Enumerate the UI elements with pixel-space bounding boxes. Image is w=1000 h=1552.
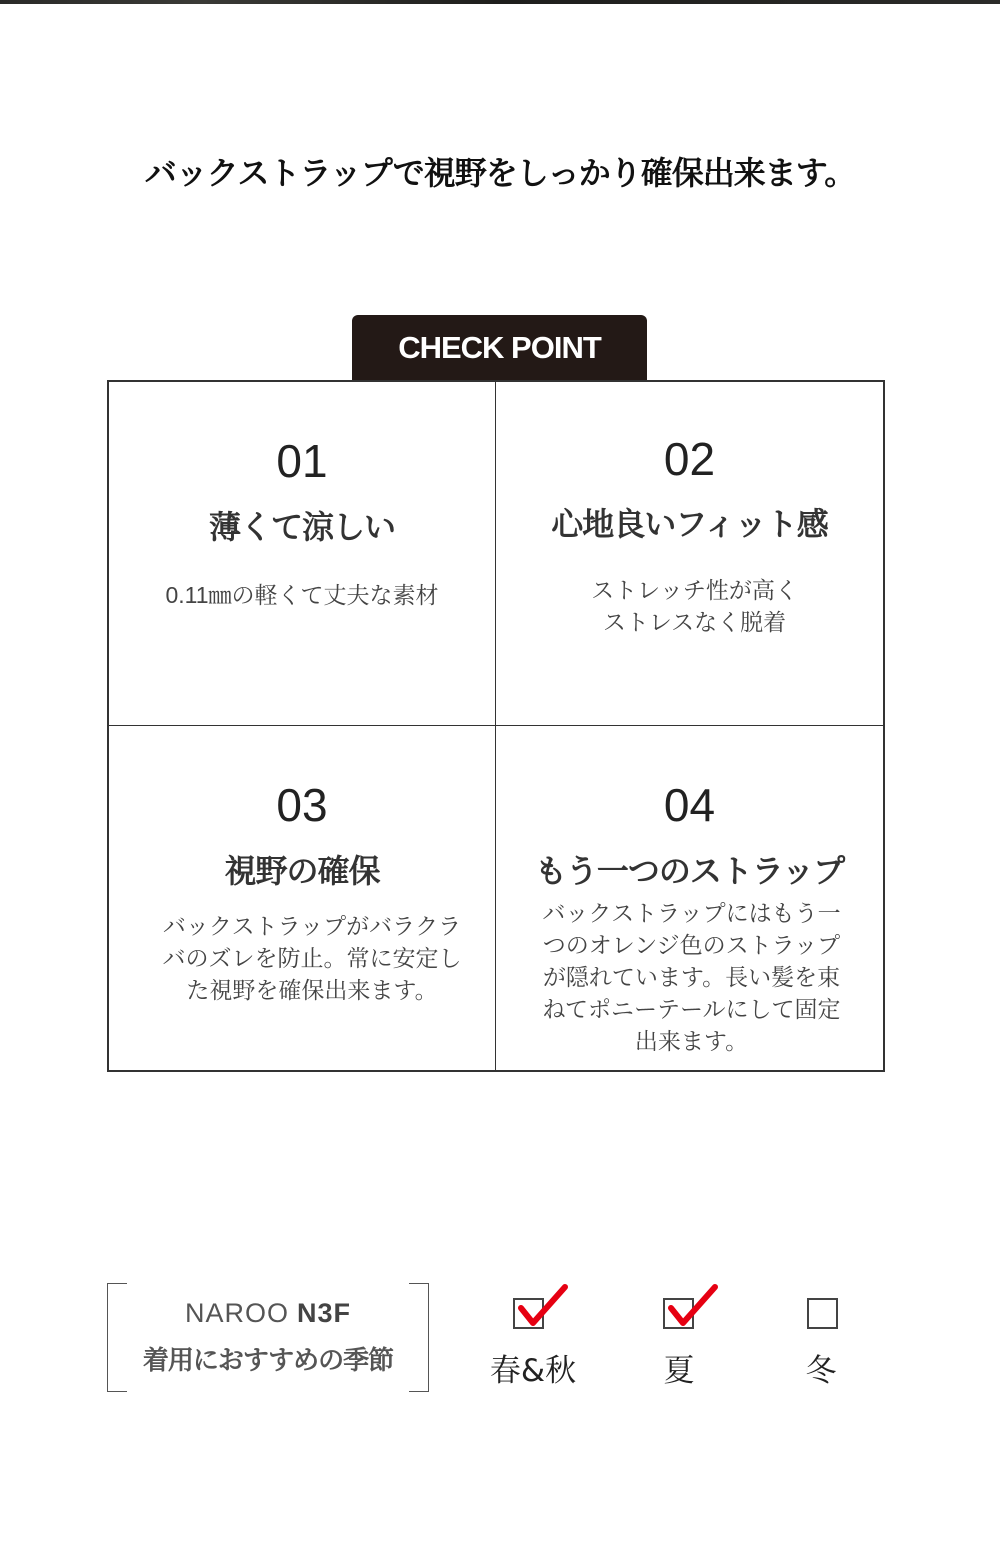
season-checkbox <box>807 1298 838 1329</box>
point-description: 0.11㎜の軽くて丈夫な素材 <box>165 582 439 608</box>
point-title: 薄くて涼しい <box>208 508 395 546</box>
point-number: 01 <box>276 435 328 487</box>
season-spring-autumn <box>473 1283 593 1393</box>
check-point-cell-02 <box>496 382 883 726</box>
point-description: バックストラップにはもう一つのオレンジ色のストラップが隠れています。長い髪を束ねてポニーテールにして固定出来ます。 <box>542 901 841 1055</box>
brand-line <box>107 1298 429 1329</box>
point-title: 心地良いフィット感 <box>551 505 828 543</box>
season-winter <box>761 1283 881 1393</box>
point-description: バックストラップがバラクラバのズレを防止。常に安定した視野を確保出来ます。 <box>162 914 462 1004</box>
top-image-edge <box>0 0 1000 4</box>
red-check-icon <box>513 1283 573 1333</box>
point-number: 04 <box>663 779 716 831</box>
brand-name: NAROO <box>184 1298 289 1328</box>
season-summer <box>619 1283 739 1393</box>
season-label: 冬 <box>805 1353 837 1389</box>
model-name: N3F <box>297 1298 352 1328</box>
season-label: 春&秋 <box>489 1353 577 1389</box>
season-caption: 着用におすすめの季節 <box>142 1346 394 1376</box>
point-title: もう一つのストラップ <box>534 852 845 890</box>
headline: バックストラップで視野をしっかり確保出来ます。 <box>144 154 856 192</box>
season-label: 夏 <box>663 1353 695 1389</box>
check-point-cell-04 <box>496 726 883 1070</box>
red-check-icon <box>663 1283 723 1333</box>
point-title: 視野の確保 <box>224 852 380 890</box>
check-point-cell-01 <box>109 382 496 726</box>
check-point-grid <box>107 380 885 1072</box>
point-number: 02 <box>663 433 716 485</box>
recommended-season-box <box>107 1283 429 1392</box>
check-point-badge: CHECK POINT <box>352 315 647 381</box>
point-number: 03 <box>276 779 328 831</box>
check-point-cell-03 <box>109 726 496 1070</box>
point-description: ストレッチ性が高く ストレスなく脱着 <box>591 578 798 636</box>
